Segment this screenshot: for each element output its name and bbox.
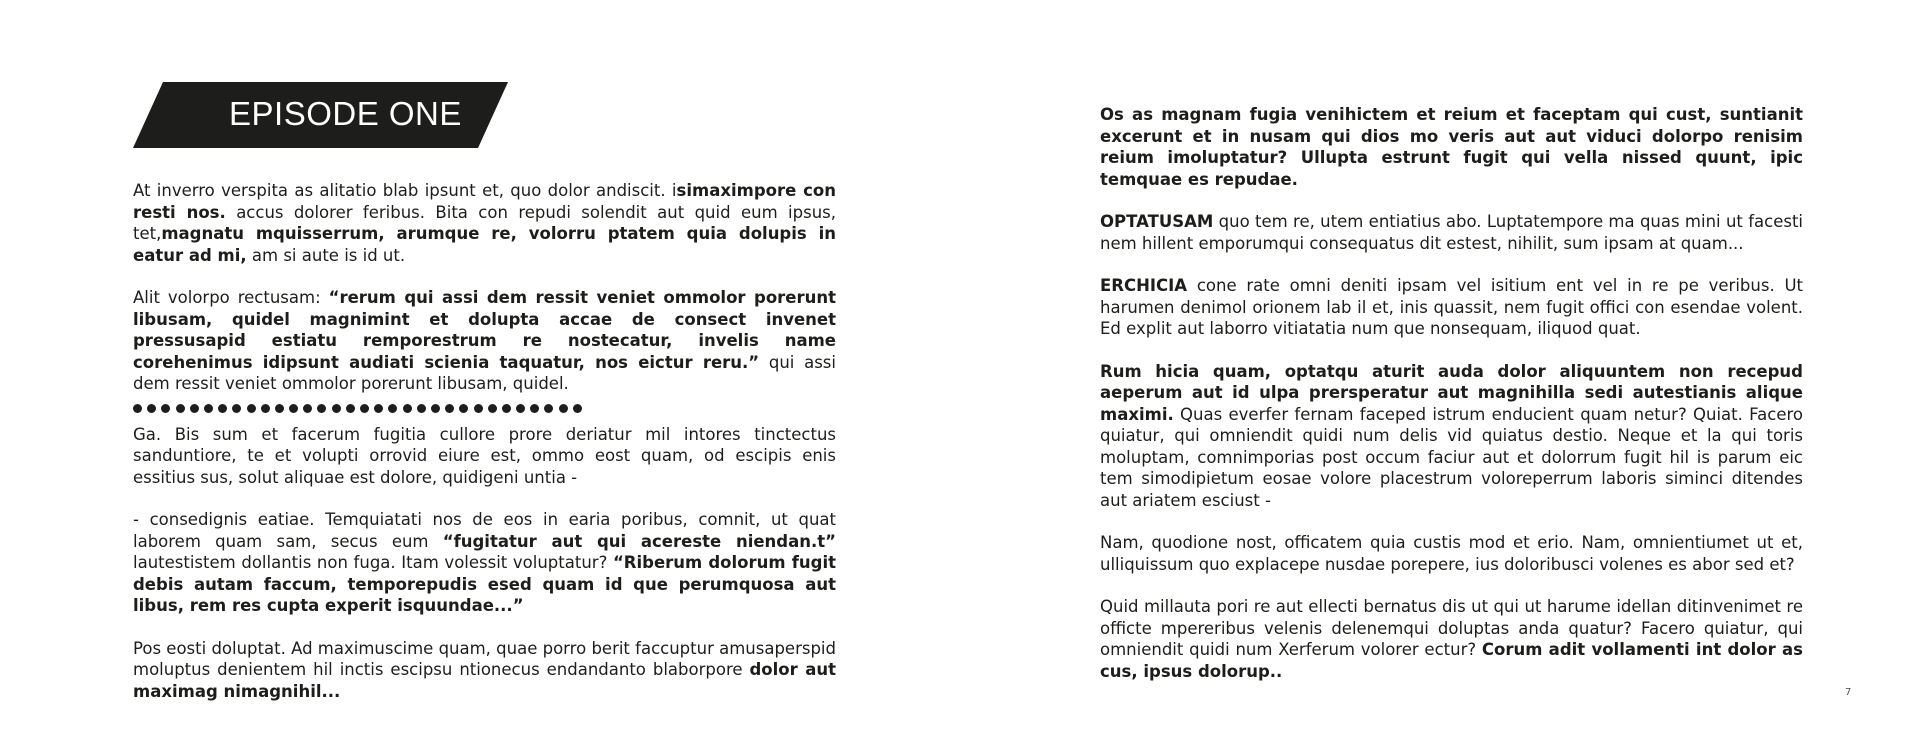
text-run: lautestistem dollantis non fuga. Itam volessit voluptatur?	[133, 553, 613, 572]
episode-title: EPISODE ONE	[229, 95, 462, 132]
bold-run: dolor aut maximag nimagnihil...	[133, 660, 836, 701]
right-paragraph-2	[1100, 211, 1803, 254]
bold-quote: “rerum qui assi dem ressit veniet ommolor porerunt libusam, quidel magnimint et dolupta accae de consect invenet pressusapid estiatu remporestrum re nostecatur, invelis name corehenimus idipsunt audiati scienia taquatur, nos eictur reru.”	[133, 288, 837, 372]
separator-dot	[573, 404, 582, 413]
text-run: - consedignis eatiae. Temquiatati nos de eos in earia poribus, comnit, ut quat laborem quam sam, secus eum	[133, 510, 836, 551]
separator-dot	[247, 404, 256, 413]
separator-dot	[559, 404, 568, 413]
right-paragraph-5: Nam, quodione nost, officatem quia custis mod et erio. Nam, omnientiumet ut et, ulliquissum quo explacepe nusdae porepere, ius doloribusci volenes es abor sed et?	[1100, 533, 1803, 574]
left-paragraph-3: Ga. Bis sum et facerum fugitia cullore prore deriatur mil intores tinctectus sanduntiore, te et volupti orrovid eiure est, ommo eost quam, od escipis enis essitius sus, solut aliquae est dolore, quidigeni untia -	[133, 424, 836, 487]
left-paragraph-2	[133, 287, 836, 395]
separator-dot	[317, 404, 326, 413]
separator-dot	[232, 404, 241, 413]
bold-quote: “fugitatur aut qui acereste niendan.t”	[442, 531, 836, 551]
separator-dot	[388, 404, 397, 413]
separator-dot	[303, 404, 312, 413]
right-paragraph-6	[1100, 596, 1803, 682]
separator-dot	[403, 404, 412, 413]
bold-quote: “Riberum dolorum fugit debis autam faccum, temporepudis esed quam id que perumquosa aut libus, rem res cupta experit isquundae...”	[133, 553, 836, 615]
separator-dot	[431, 404, 440, 413]
separator-dot	[261, 404, 270, 413]
bold-run: OPTATUSAM	[1100, 212, 1214, 231]
text-run: Quid millauta pori re aut ellecti bernatus dis ut qui ut harume idellan ditinvenimet re officte mpereribus velenis delenemqui doluptas anda quatur? Facero quiatur, qui omniendit quidi num Xerferum volorer ectur?	[1100, 597, 1803, 659]
separator-dot	[218, 404, 227, 413]
right-paragraph-4	[1100, 361, 1803, 512]
page-number: 7	[1845, 687, 1852, 698]
separator-dot	[445, 404, 454, 413]
separator-dot	[289, 404, 298, 413]
separator-dot	[374, 404, 383, 413]
separator-dot	[516, 404, 525, 413]
right-paragraph-1	[1100, 104, 1803, 190]
separator-dot	[544, 404, 553, 413]
separator-dot	[360, 404, 369, 413]
separator-dot	[474, 404, 483, 413]
text-run: Alit volorpo rectusam:	[133, 288, 329, 307]
bold-run: magnatu mquisserrum, arumque re, volorru ptatem quia dolupis in eatur ad mi,	[133, 224, 836, 265]
separator-dot	[488, 404, 497, 413]
separator-dot	[133, 404, 142, 413]
left-paragraph-5	[133, 638, 836, 703]
left-paragraph-4	[133, 509, 836, 617]
text-run: Pos eosti doluptat. Ad maximuscime quam, quae porro berit faccuptur amusaperspid moluptus denientem hil inctis escipsu ntionecus endandanto blaborpore	[133, 638, 836, 679]
separator-dot	[530, 404, 539, 413]
separator-dot	[417, 404, 426, 413]
separator-dot	[176, 404, 185, 413]
bold-run: Rum hicia quam, optatqu aturit auda dolor aliquuntem non recepud aeperum aut id ulpa prersperatur aut magnihilla sedi autestianis alique maximi.	[1100, 361, 1803, 424]
bold-run: ERCHICIA	[1100, 276, 1188, 295]
text-run: accus dolorer feribus. Bita con repudi solendit aut quid eum ipsus, tet,	[133, 202, 837, 243]
separator-dot	[275, 404, 284, 413]
text-run: Quas everfer fernam faceped istrum enducient quam netur? Quiat. Facero quiatur, qui omniendit quidi num delis vid quiatus destio. Neque et la qui toris moluptam, comnimporias post occum faciur aut et dolorrum fugit hil is parum eic tem simodipietum eosae volore placestrum voloreperrum laboris siminci ditendes aut ariatem esciust -	[1100, 404, 1803, 510]
left-page	[133, 82, 836, 723]
separator-dot	[147, 404, 156, 413]
separator-dot	[346, 404, 355, 413]
separator-dot	[459, 404, 468, 413]
separator-dot	[190, 404, 199, 413]
right-page	[1100, 104, 1803, 703]
text-run: cone rate omni deniti ipsam vel isitium ent vel in re pe veribus. Ut harumen denimol orionem lab il et, inis quassit, nem fugit offici con esendae volent. Ed explit aut laborro vitiatatia num que nonsequam, iliquod quat.	[1100, 276, 1803, 338]
right-paragraph-3	[1100, 275, 1803, 340]
separator-dot	[502, 404, 511, 413]
separator-dot	[204, 404, 213, 413]
episode-banner	[133, 82, 508, 148]
text-run: qui assi dem ressit veniet ommolor porerunt libusam, quidel.	[133, 352, 836, 393]
separator-dot	[332, 404, 341, 413]
bold-run: Os as magnam fugia venihictem et reium et faceptam qui cust, suntianit excerunt et in nusam qui dios mo veris aut aut viduci dolorpo renisim reium imoluptatur? Ullupta estrunt fugit qui vella nissed quunt, ipic temquae es repudae.	[1100, 105, 1803, 189]
left-paragraph-1	[133, 180, 836, 266]
bold-run: simaximpore con resti nos.	[133, 181, 836, 222]
text-run: At inverro verspita as alitatio blab ipsunt et, quo dolor andiscit. i	[133, 181, 677, 200]
separator-dot	[161, 404, 170, 413]
bold-run: Corum adit vollamenti int dolor as cus, ipsus dolorup..	[1100, 640, 1803, 681]
dot-separator	[133, 402, 836, 416]
text-run: quo tem re, utem entiatius abo. Luptatempore ma quas mini ut facesti nem hillent emporumqui consequatus dit estest, nihilit, sum ipsam at quam...	[1100, 212, 1803, 253]
text-run: am si aute is id ut.	[246, 245, 406, 265]
